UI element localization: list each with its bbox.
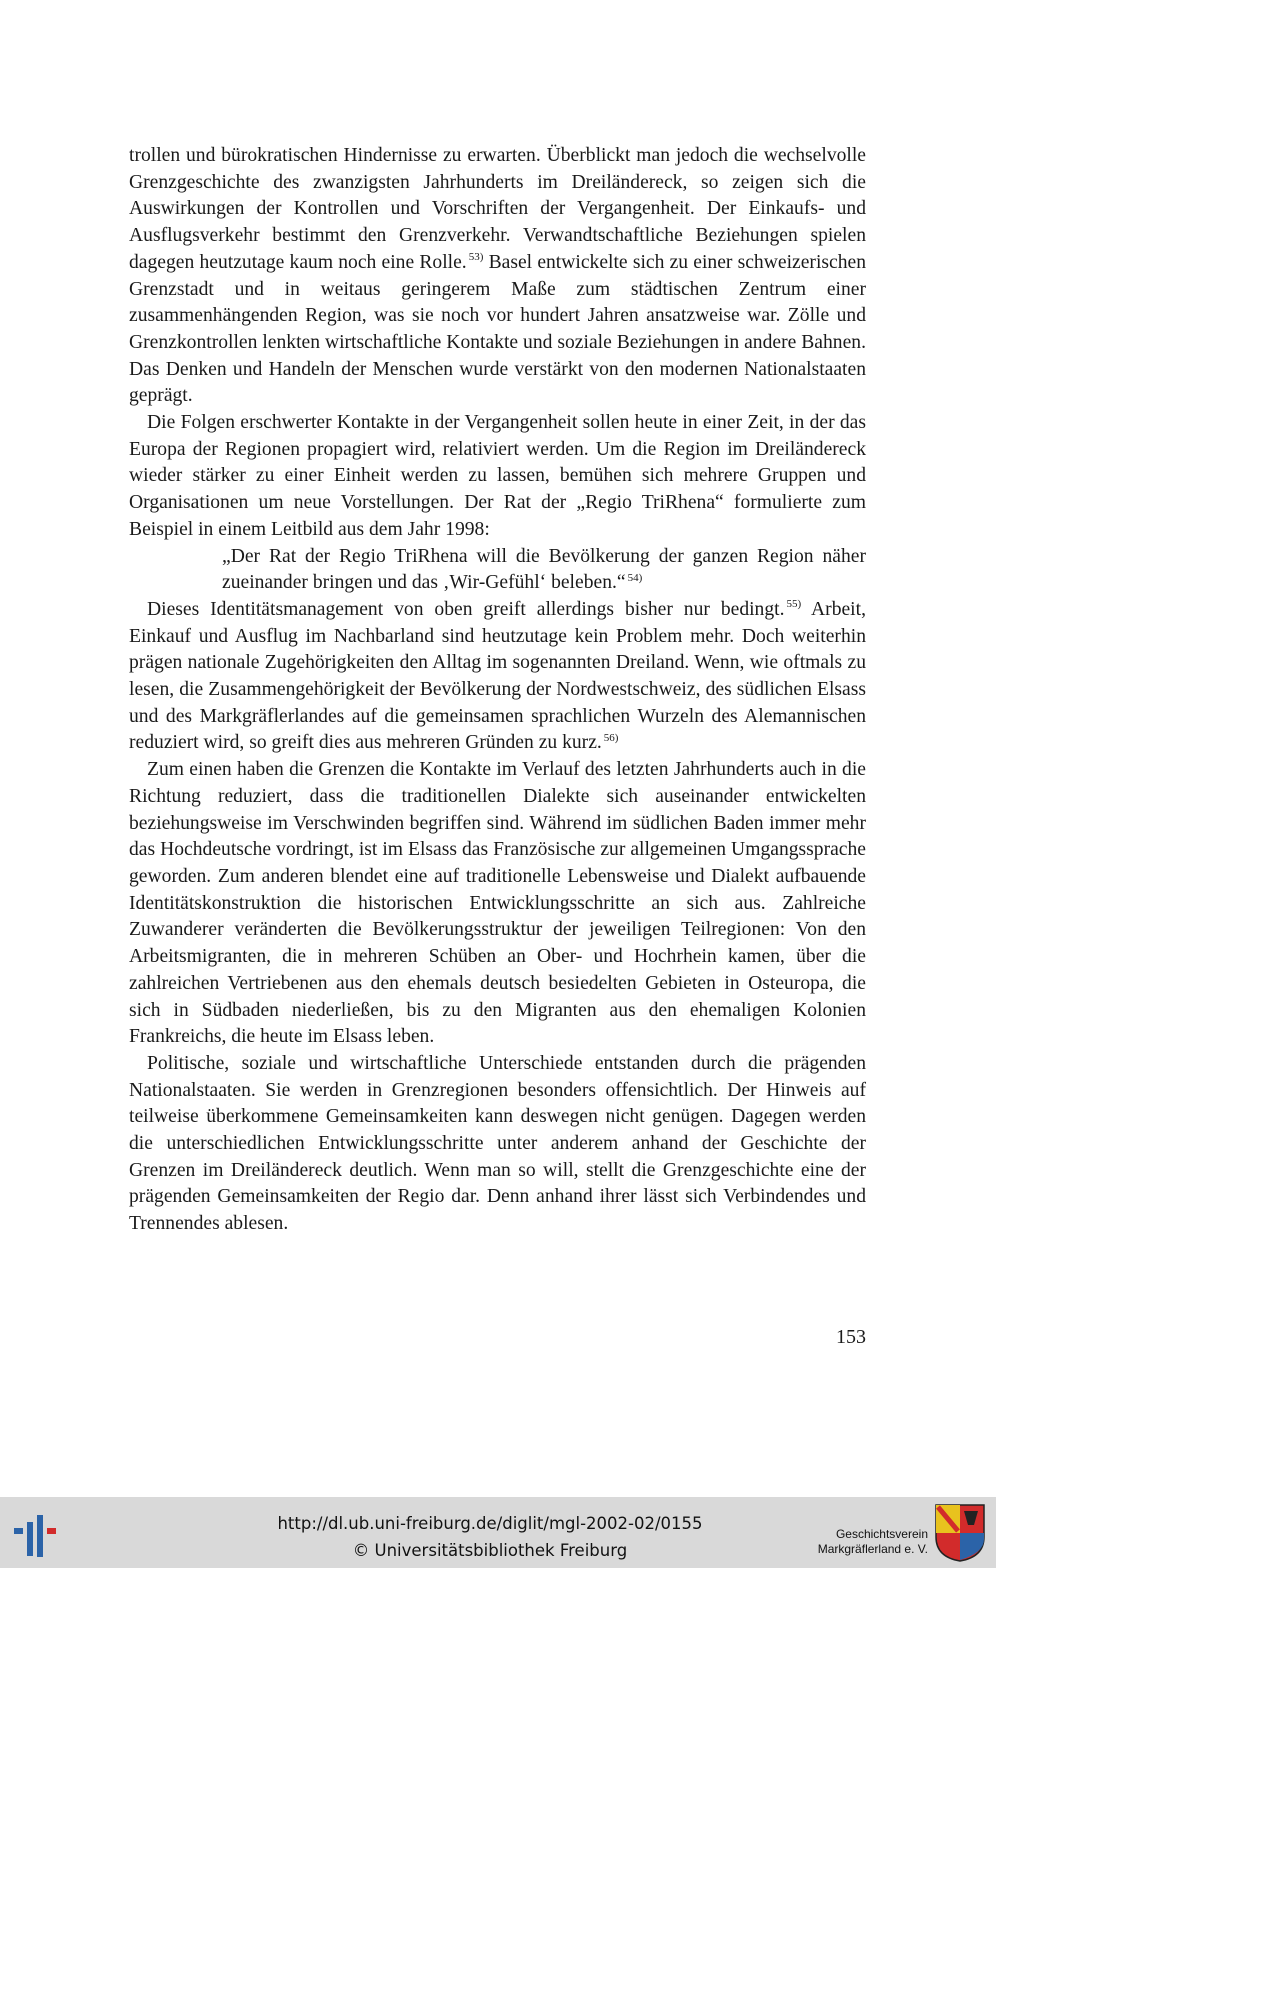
body-text — [129, 143, 866, 1238]
footer-bar — [0, 1497, 996, 1568]
society-name: Geschichtsverein Markgräflerland e. V. — [817, 1527, 928, 1556]
paragraph-1: trollen und bürokratischen Hindernisse zu erwarten. Überblickt man jedoch die wechselvolle Grenzgeschichte des zwanzigsten Jahrhunderts im Dreiländereck, so zeigen sich die Auswirkungen der Kontrollen und Vorschriften der Vergangenheit. Der Einkaufs- und Ausflugsverkehr bestimmt den Grenzverkehr. Verwandtschaftliche Beziehungen spielen dagegen heutzutage kaum noch eine Rolle. $^{53)}$ Basel entwickelte sich zu einer schweizerischen Grenzstadt und in weitaus geringerem Maße zum städtischen Zentrum einer zusammenhängenden Region, was sie noch vor hundert Jahren ansatzweise war. Zölle und Grenzkontrollen lenkten wirtschaftliche Kontakte und soziale Beziehungen in andere Bahnen. Das Denken und Handeln der Menschen wurde verstärkt von den modernen Nationalstaaten geprägt. — [129, 145, 866, 407]
permalink-url[interactable]: http://dl.ub.uni-freiburg.de/diglit/mgl-2002-02/0155 — [277, 1514, 703, 1533]
page-number: 153 — [836, 1326, 866, 1348]
footnote-ref-54: 54) — [627, 571, 643, 584]
paragraph-2: Die Folgen erschwerter Kontakte in der Vergangenheit sollen heute in einer Zeit, in der das Europa der Regionen propagiert wird, relativiert werden. Um die Region im Dreiländereck wieder stärker zu einer Einheit werden zu lassen, bemühen sich mehrere Gruppen und Organisationen um neue Vorstellungen. Der Rat der „Regio TriRhena“ formulierte zum Beispiel in einem Leitbild aus dem Jahr 1998: — [129, 412, 866, 540]
footnote-ref-56: 56) — [603, 731, 619, 744]
paragraph-5: Politische, soziale und wirtschaftliche Unterschiede entstanden durch die prägenden Nationalstaaten. Sie werden in Grenzregionen besonders offensichtlich. Der Hinweis auf teilweise überkommene Gemeinsamkeiten kann deswegen nicht genügen. Dagegen werden die unterschiedlichen Entwicklungsschritte unter anderem anhand der Geschichte der Grenzen im Dreiländereck deutlich. Wenn man so will, stellt die Grenzgeschichte eine der prägenden Gemeinsamkeiten der Regio dar. Denn anhand ihrer lässt sich Verbindendes und Trennendes ablesen. — [129, 1052, 866, 1235]
paragraph-3: Dieses Identitätsmanagement von oben greift allerdings bisher nur bedingt. $^{55)}$ Arbeit, Einkauf und Ausflug im Nachbarland sind heutzutage kein Problem mehr. Doch weiterhin prägen nationale Zugehörigkeiten den Alltag im sogenannten Dreiland. Wenn, wie oftmals zu lesen, die Zusammengehörigkeit der Bevölkerung der Nordwestschweiz, des südlichen Elsass und des Markgräflerlandes auf die gemeinsamen sprachlichen Wurzeln des Alemannischen reduziert wird, so greift dies aus mehreren Gründen zu kurz. $^{56)}$ — [129, 598, 866, 754]
footnote-ref-53: 53) — [468, 251, 484, 264]
ub-freiburg-logo-icon[interactable] — [14, 1507, 64, 1557]
paragraph-4: Zum einen haben die Grenzen die Kontakte im Verlauf des letzten Jahrhunderts auch in die Richtung reduziert, dass die traditionellen Dialekte sich auseinander entwickelten beziehungsweise im Verschwinden begriffen sind. Während im südlichen Baden immer mehr das Hochdeutsche vordringt, ist im Elsass das Französische zur allgemeinen Umgangssprache geworden. Zum anderen blendet eine auf traditionelle Lebensweise und Dialekt aufbauende Identitätskonstruktion die historischen Entwicklungsschritte an sich aus. Zahlreiche Zuwanderer veränderten die Bevölkerungsstruktur der jeweiligen Teilregionen: Von den Arbeitsmigranten, die in mehreren Schüben an Ober- und Hochrhein kamen, über die zahlreichen Vertriebenen aus den ehemals deutsch besiedelten Gebieten in Osteuropa, die sich in Südbaden niederließen, bis zu den Migranten aus den ehemaligen Kolonien Frankreichs, die heute im Elsass leben. — [129, 759, 866, 1048]
block-quote: „Der Rat der Regio TriRhena will die Bevölkerung der ganzen Region näher zueinander bringen und das ‚Wir-Gefühl‘ beleben.“ $^{54)}$ — [222, 545, 866, 594]
copyright-text: © Universitätsbibliothek Freiburg — [352, 1541, 628, 1560]
footnote-ref-55: 55) — [786, 598, 802, 611]
society-crest-icon[interactable] — [934, 1503, 986, 1563]
